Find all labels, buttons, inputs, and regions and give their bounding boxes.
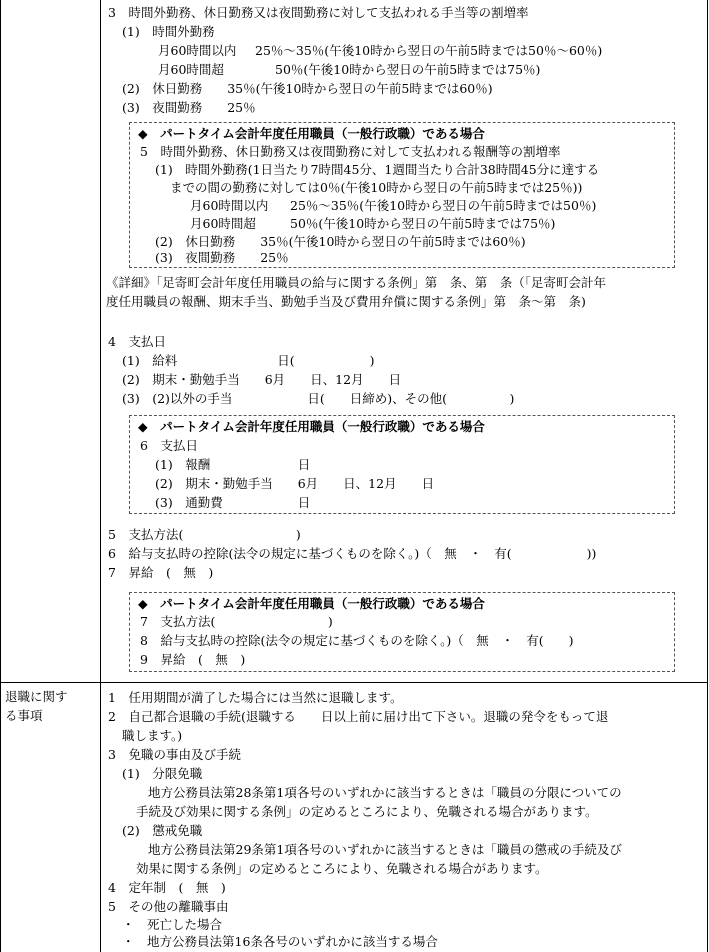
box-2-heading: ◆ パートタイム会計年度任用職員（一般行政職）である場合 [138,419,485,434]
retire-3-1b: 手続及び効果に関する条例」の定めるところにより、免職される場合があります。 [136,804,598,819]
retire-3: 3 免職の事由及び手続 [108,747,241,762]
section-3-1a-value: 25％～35％(午後10時から翌日の午前5時までは50％～60％) [255,43,603,58]
box-3-heading: ◆ パートタイム会計年度任用職員（一般行政職）である場合 [138,596,485,611]
box-1-line-5-label: 月60時間超 [190,216,256,231]
box-1-line-4-label: 月60時間以内 [190,198,269,213]
section-6: 6 給与支払時の控除(法令の規定に基づくものを除く。)（ 無 ・ 有( )) [108,546,597,561]
row-label-retirement-1: 退職に関す [5,689,68,704]
box-3-line-3: 9 昇給 ( 無 ) [140,652,246,667]
box-1-line-1: 5 時間外勤務、休日勤務又は夜間勤務に対して支払われる報酬等の割増率 [140,144,561,159]
table-right-border [707,0,708,952]
box-1-line-3: までの間の勤務に対しては0％(午後10時から翌日の午前5時までは25％)) [170,180,583,195]
box-1-line-7: (3) 夜間勤務 25％ [155,250,289,265]
table-row-divider [0,682,708,683]
section-5: 5 支払方法( ) [108,527,301,542]
retire-3-2a: 地方公務員法第29条第1項各号のいずれかに該当するときは「職員の懲戒の手続及び [148,842,622,857]
section-3-1b-value: 50％(午後10時から翌日の午前5時までは75％) [275,62,541,77]
retire-5-1: ・ 死亡した場合 [122,917,223,932]
section-3-1a-label: 月60時間以内 [158,43,237,58]
retire-4: 4 定年制 ( 無 ) [108,880,226,895]
box-1-heading: ◆ パートタイム会計年度任用職員（一般行政職）である場合 [138,126,485,141]
retire-3-1: (1) 分限免職 [122,766,203,781]
retire-5-2: ・ 地方公務員法第16条各号のいずれかに該当する場合 [122,934,438,949]
box-1-line-5-value: 50％(午後10時から翌日の午前5時までは75％) [290,216,556,231]
retire-5: 5 その他の離職事由 [108,899,229,914]
section-7: 7 昇給 ( 無 ) [108,565,214,580]
table-column-divider [100,0,101,952]
box-3-line-2: 8 給与支払時の控除(法令の規定に基づくものを除く。)（ 無 ・ 有( ) [140,633,574,648]
section-3-2: (2) 休日勤務 35％(午後10時から翌日の午前5時までは60％) [122,81,493,96]
retire-3-2b: 効果に関する条例」の定めるところにより、免職される場合があります。 [136,861,548,876]
box-1-line-2: (1) 時間外勤務(1日当たり7時間45分、1週間当たり合計38時間45分に達する [155,162,600,177]
section-4-3: (3) (2)以外の手当 日( 日締め)、その他( ) [122,391,515,406]
retire-3-1a: 地方公務員法第28条第1項各号のいずれかに該当するときは「職員の分限についての [148,785,622,800]
retire-2a: 2 自己都合退職の手続(退職する 日以上前に届け出て下さい。退職の発令をもって退 [108,709,609,724]
box-2-line-2: (1) 報酬 日 [155,457,311,472]
section-4-title: 4 支払日 [108,334,166,349]
detail-line-2: 度任用職員の報酬、期末手当、勤勉手当及び費用弁償に関する条例」第 条～第 条) [106,294,586,309]
row-label-retirement-2: る事項 [5,708,43,723]
section-3-1: (1) 時間外勤務 [122,24,215,39]
retire-3-2: (2) 懲戒免職 [122,823,203,838]
retire-1: 1 任用期間が満了した場合には当然に退職します。 [108,690,403,705]
section-3-1b-label: 月60時間超 [158,62,224,77]
box-1-line-4-value: 25％～35％(午後10時から翌日の午前5時までは50％) [290,198,597,213]
box-3-line-1: 7 支払方法( ) [140,614,333,629]
box-1-line-6: (2) 休日勤務 35％(午後10時から翌日の午前5時までは60％) [155,234,526,249]
section-4-2: (2) 期末・勤勉手当 6月 日、12月 日 [122,372,402,387]
box-2-line-1: 6 支払日 [140,438,198,453]
table-left-border [0,0,1,952]
box-2-line-3: (2) 期末・勤勉手当 6月 日、12月 日 [155,476,435,491]
detail-line-1: 《詳細》「足寄町会計年度任用職員の給与に関する条例」第 条、第 条（「足寄町会計年 [106,275,607,290]
retire-2b: 職します。) [122,728,183,743]
box-2-line-4: (3) 通勤費 日 [155,495,311,510]
section-3-3: (3) 夜間勤務 25％ [122,100,256,115]
section-3-title: 3 時間外勤務、休日勤務又は夜間勤務に対して支払われる手当等の割増率 [108,5,529,20]
section-4-1: (1) 給料 日( ) [122,353,375,368]
